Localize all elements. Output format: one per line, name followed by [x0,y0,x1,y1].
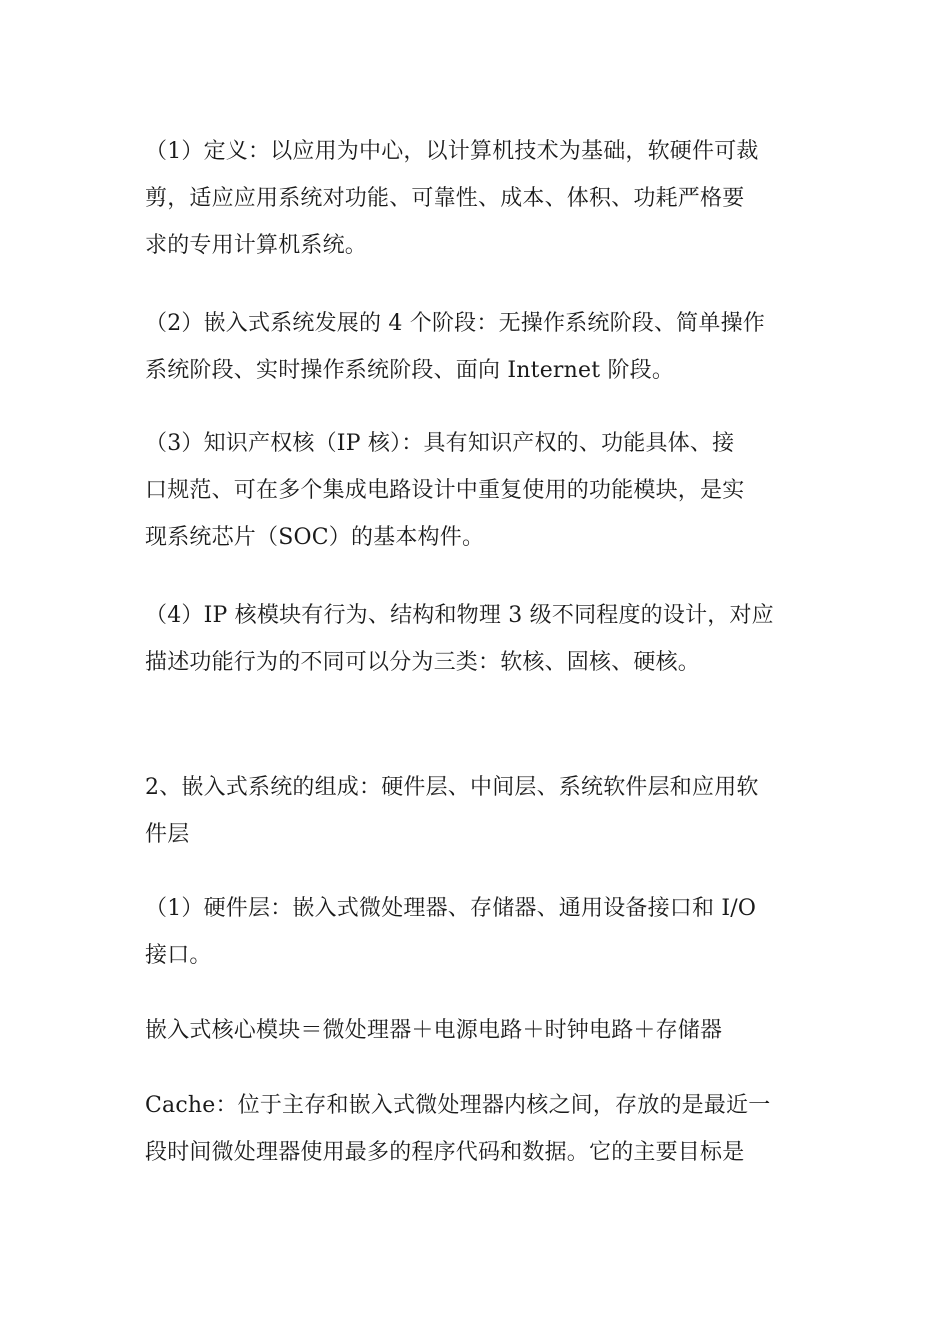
text-line: （1）硬件层：嵌入式微处理器、存储器、通用设备接口和 I/O [145,896,757,921]
paragraph-core-module [145,1007,810,1054]
text-line: 现系统芯片（SOC）的基本构件。 [145,525,485,550]
text-line: （4）IP 核模块有行为、结构和物理 3 级不同程度的设计，对应 [145,603,774,628]
paragraph-cache [145,1082,810,1176]
paragraph-system-composition [145,764,810,858]
paragraph-hardware-layer [145,885,810,979]
text-line: （1）定义：以应用为中心，以计算机技术为基础，软硬件可裁 [145,139,759,164]
text-line: 件层 [145,822,190,847]
text-line: （3）知识产权核（IP 核）：具有知识产权的、功能具体、接 [145,431,735,456]
text-line: 剪，适应应用系统对功能、可靠性、成本、体积、功耗严格要 [145,186,745,211]
paragraph-ip-core-types [145,592,810,686]
text-line: 系统阶段、实时操作系统阶段、面向 Internet 阶段。 [145,358,675,383]
text-line: Cache：位于主存和嵌入式微处理器内核之间，存放的是最近一 [145,1093,771,1118]
paragraph-ip-core [145,420,810,561]
text-line: 嵌入式核心模块＝微处理器＋电源电路＋时钟电路＋存储器 [145,1018,723,1043]
paragraph-development-stages [145,300,810,394]
text-line: 描述功能行为的不同可以分为三类：软核、固核、硬核。 [145,650,701,675]
text-line: 接口。 [145,943,212,968]
text-line: 求的专用计算机系统。 [145,233,368,258]
text-line: 2、嵌入式系统的组成：硬件层、中间层、系统软件层和应用软 [145,775,759,800]
text-line: 口规范、可在多个集成电路设计中重复使用的功能模块，是实 [145,478,745,503]
text-line: 段时间微处理器使用最多的程序代码和数据。它的主要目标是 [145,1140,745,1165]
text-line: （2）嵌入式系统发展的 4 个阶段：无操作系统阶段、简单操作 [145,311,765,336]
paragraph-ip-definition [145,128,810,269]
